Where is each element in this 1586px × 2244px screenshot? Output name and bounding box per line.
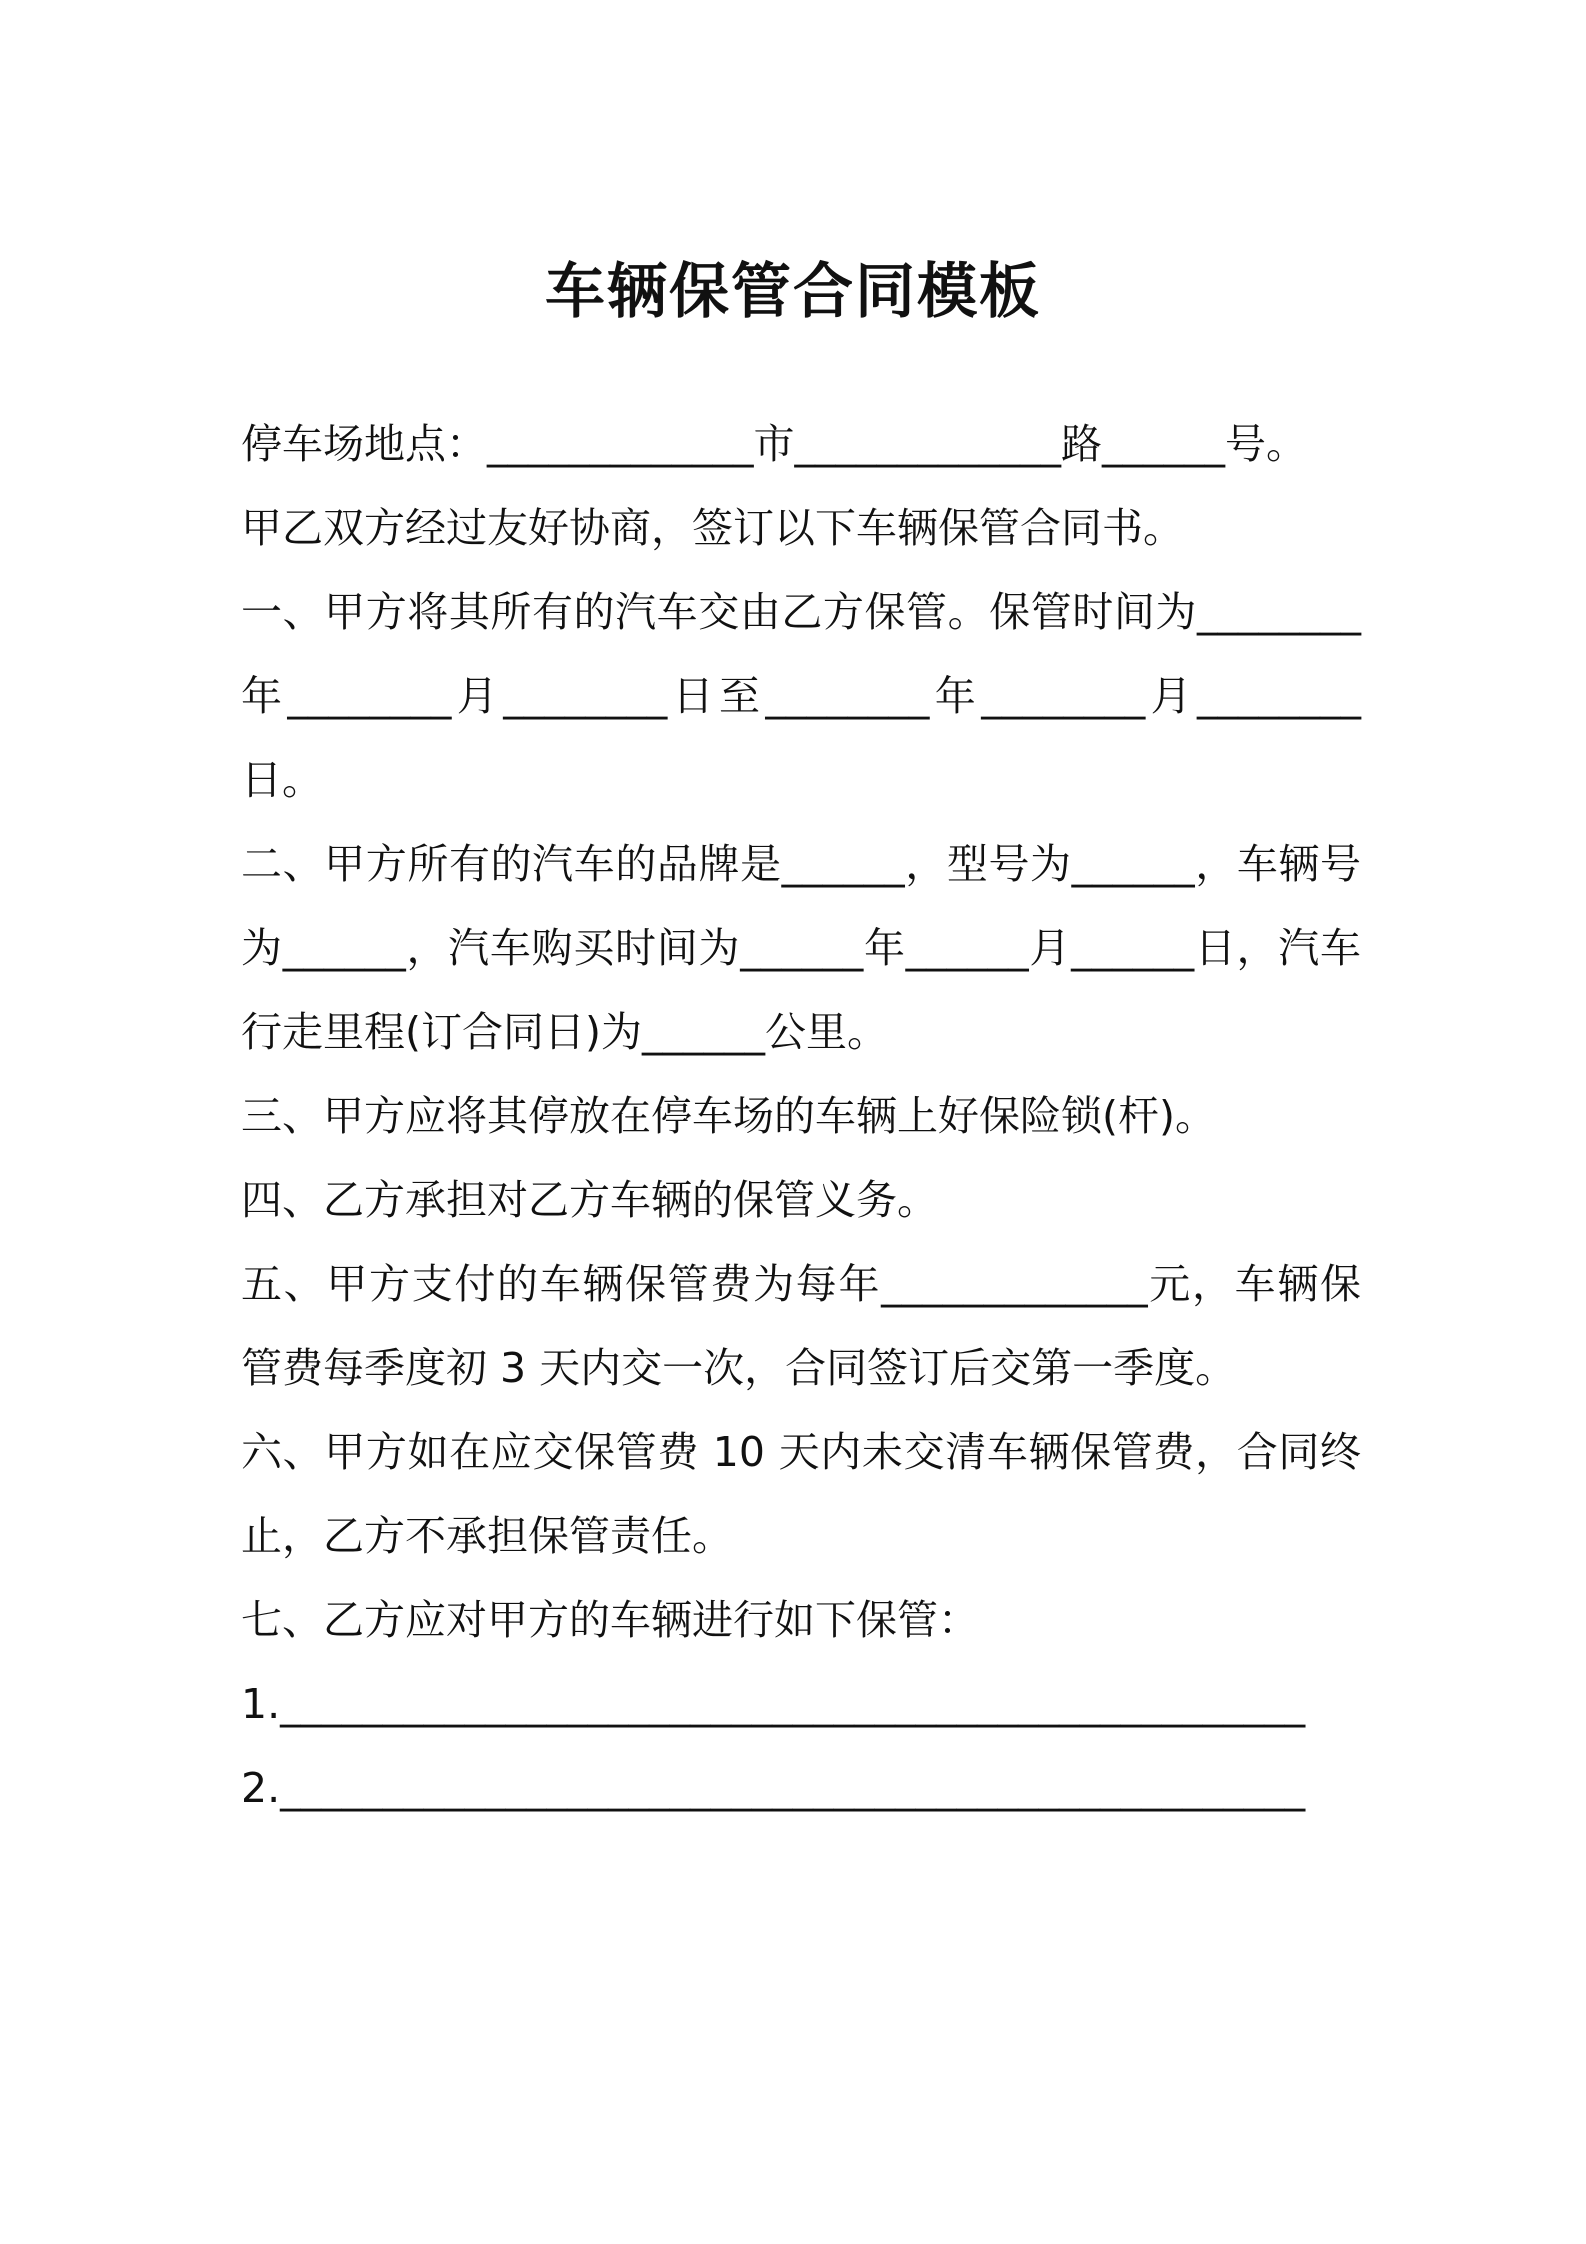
clause-1: 一、甲方将其所有的汽车交由乙方保管。保管时间为________年________月________日至________年________月________日。 xyxy=(241,588,1361,804)
document-body xyxy=(241,402,1361,1830)
clause-7-item-1: 1.__________________________________________________ xyxy=(241,1680,1306,1728)
clause-3: 三、甲方应将其停放在停车场的车辆上好保险锁(杆)。 xyxy=(241,1092,1216,1140)
clause-4: 四、乙方承担对乙方车辆的保管义务。 xyxy=(241,1176,938,1224)
clause-7-item-2: 2.__________________________________________________ xyxy=(241,1764,1306,1812)
clause-6: 六、甲方如在应交保管费 10 天内未交清车辆保管费，合同终止，乙方不承担保管责任。 xyxy=(241,1428,1361,1560)
clause-7: 七、乙方应对甲方的车辆进行如下保管： xyxy=(241,1596,979,1644)
paragraph-parking-location: 停车场地点：_____________市_____________路______号。 xyxy=(241,420,1307,468)
clause-2: 二、甲方所有的汽车的品牌是______，型号为______，车辆号为______，汽车购买时间为______年______月______日，汽车行走里程(订合同日)为______公里。 xyxy=(241,840,1361,1056)
paragraph-intro: 甲乙双方经过友好协商，签订以下车辆保管合同书。 xyxy=(241,504,1184,552)
document-title: 车辆保管合同模板 xyxy=(545,257,1041,327)
clause-5: 五、甲方支付的车辆保管费为每年_____________元，车辆保管费每季度初 3 天内交一次，合同签订后交第一季度。 xyxy=(241,1260,1361,1392)
